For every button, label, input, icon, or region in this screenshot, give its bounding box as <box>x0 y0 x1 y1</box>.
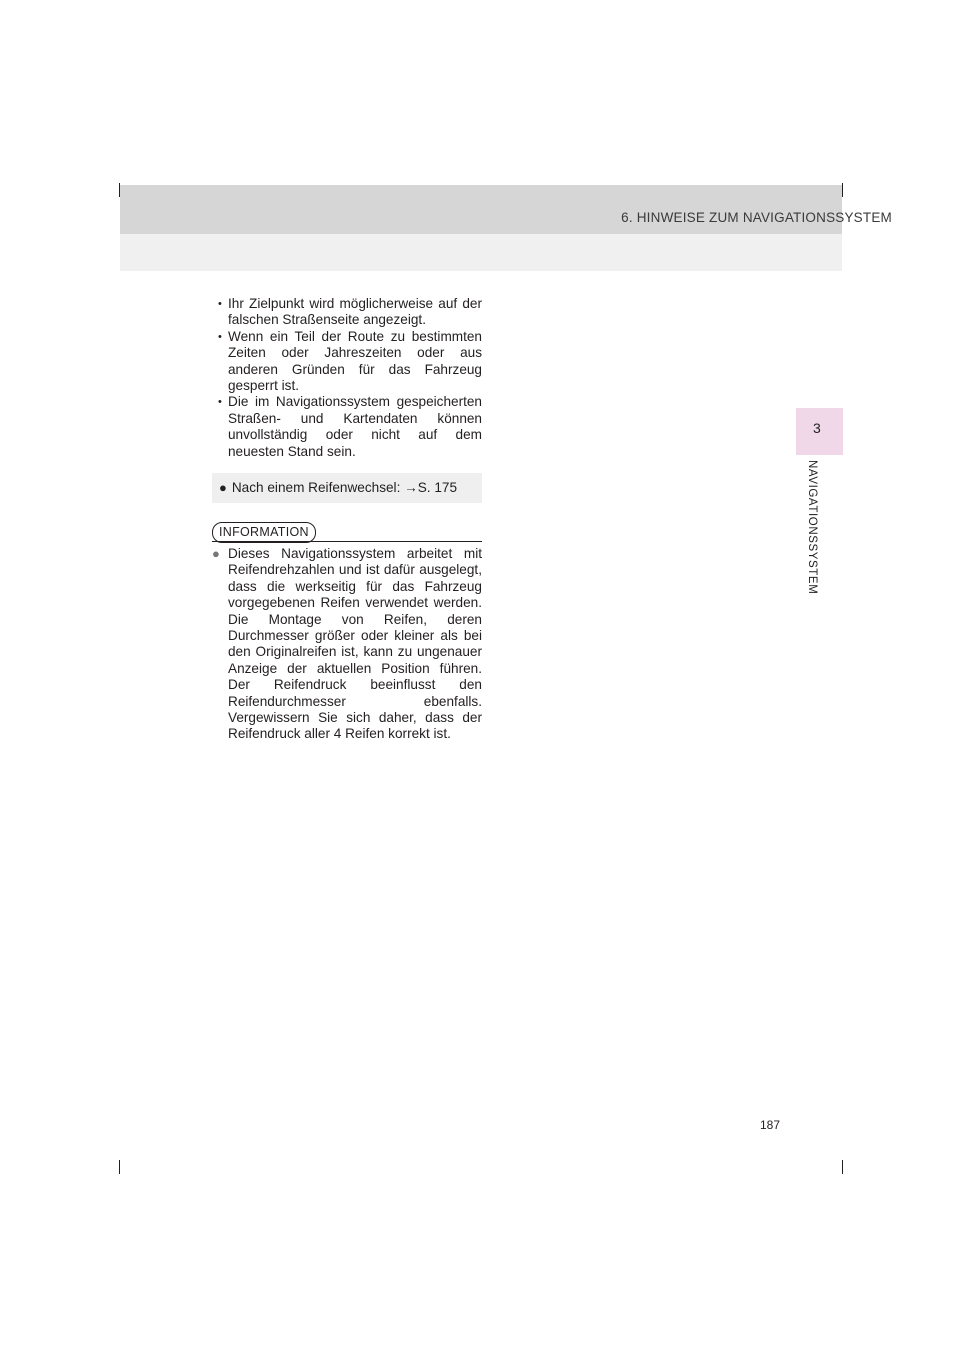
reference-box <box>212 473 482 503</box>
list-item-text: Die im Navigationssystem gespeicherten Straßen- und Kartendaten können unvollständig oder nicht auf dem neuesten Stand sein. <box>228 394 482 459</box>
section-title: 6. HINWEISE ZUM NAVIGATIONSSYSTEM <box>621 210 892 225</box>
list-item-text: Ihr Zielpunkt wird möglicherweise auf der falschen Straßenseite angezeigt. <box>228 296 482 328</box>
bullet-dot-icon: ● <box>219 480 227 495</box>
bullet-mark: • <box>218 298 222 310</box>
list-item <box>212 296 482 329</box>
list-item <box>212 394 482 460</box>
information-body <box>212 546 482 743</box>
information-label: INFORMATION <box>212 522 316 543</box>
information-text: Dieses Navigationssystem arbeitet mit Reifendrehzahlen und ist dafür ausgelegt, dass die werkseitig für das Fahrzeug vorgegebenen Reifen verwendet werden. Die Montage von Reifen, deren Durchmesser größer oder kleiner als bei den Originalreifen ist, kann zu ungenauer Anzeige der aktuellen Position führen. Der Reifendruck beeinflusst den Reifendurchmesser ebenfalls. Vergewissern Sie sich daher, dass der Reifendruck aller 4 Reifen korrekt ist. <box>228 546 482 742</box>
bullet-list <box>212 296 482 460</box>
header-subband <box>120 234 842 271</box>
information-item <box>212 546 482 743</box>
list-item-text: Wenn ein Teil der Route zu bestimmten Zeiten oder Jahreszeiten oder aus anderen Gründen für das Fahrzeug gesperrt ist. <box>228 328 482 394</box>
chapter-title: NAVIGATIONSSYSTEM <box>806 460 818 595</box>
crop-mark <box>842 1160 843 1174</box>
reference-text <box>219 480 457 495</box>
bullet-mark: • <box>218 396 222 409</box>
list-item <box>212 329 482 395</box>
chapter-number: 3 <box>813 420 821 436</box>
crop-mark <box>119 1160 120 1174</box>
crop-mark <box>842 183 843 197</box>
bullet-mark: • <box>218 330 222 343</box>
bullet-dot-icon: ● <box>212 546 220 561</box>
information-divider <box>212 541 482 542</box>
page-number: 187 <box>759 1118 780 1132</box>
reference-label: Nach einem Reifenwechsel: →S. 175 <box>231 480 458 495</box>
